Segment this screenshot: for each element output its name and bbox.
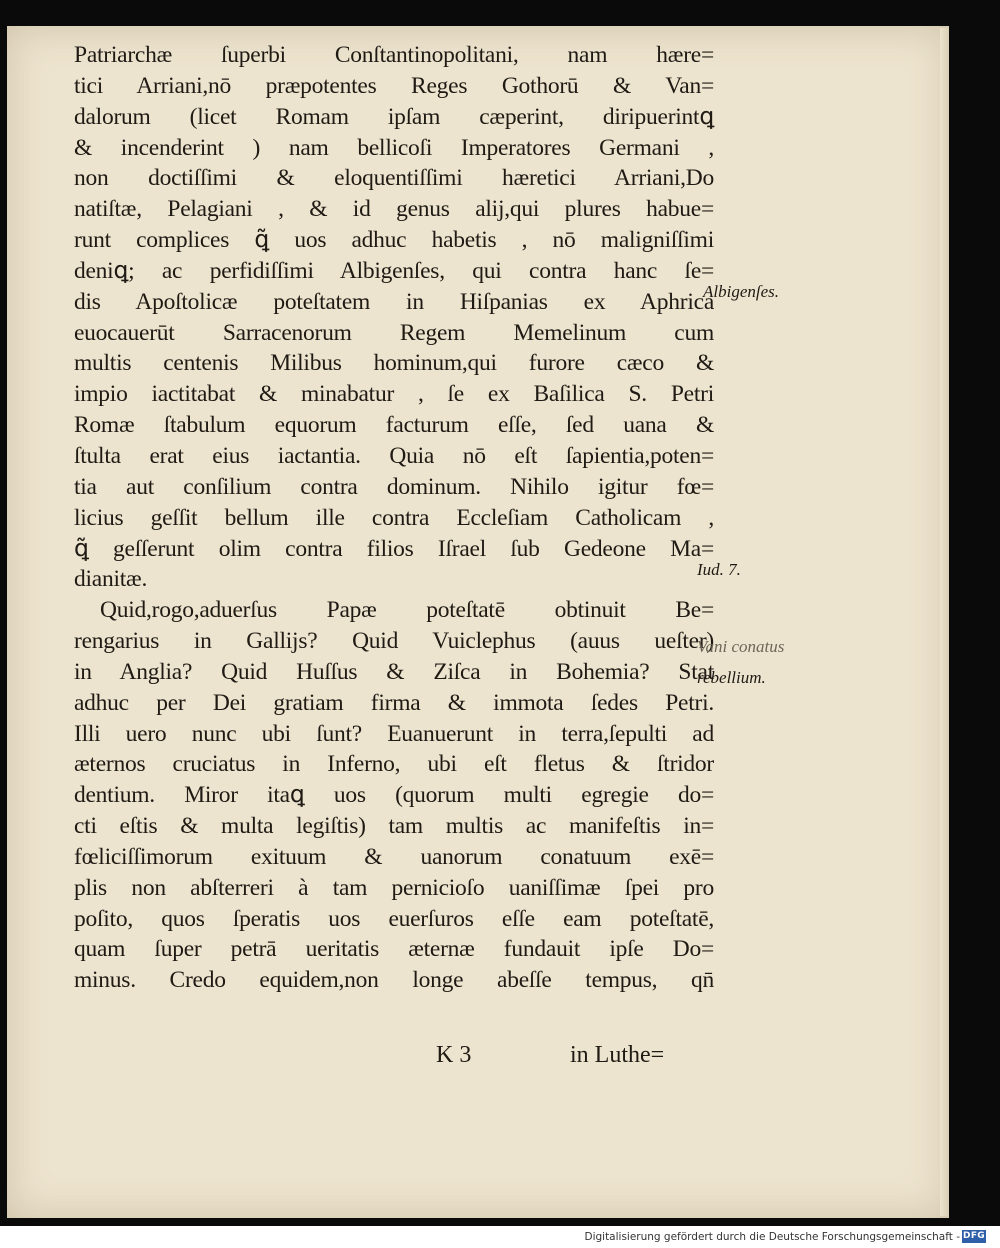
text-line: non doctiſſimi & eloquentiſſimi hæretici Arriani,Do [74, 165, 714, 192]
text-line: quam ſuper petrā ueritatis æternæ fundauit ipſe Do= [74, 936, 714, 963]
dfg-logo: DFG [963, 1231, 985, 1241]
text-line: fœliciſſimorum exituum & uanorum conatuum exē= [74, 843, 714, 870]
text-line: cti eſtis & multa legiſtis) tam multis ac manifeſtis in= [74, 813, 714, 840]
paragraph-start-line: Quid,rogo,aduerſus Papæ poteſtatē obtinuit Be= [100, 597, 714, 624]
dfg-credit-text: Digitalisierung gefördert durch die Deutsche Forschungsgemeinschaft - [584, 1231, 960, 1243]
text-line: minus. Credo equidem,non longe abeſſe tempus, qn̄ [74, 967, 714, 994]
text-line: dianitæ. [74, 566, 148, 593]
text-line: æternos cruciatus in Inferno, ubi eſt fletus & ſtridor [74, 751, 714, 778]
text-line: adhuc per Dei gratiam firma & immota ſedes Petri. [74, 689, 714, 716]
text-line: impio iactitabat & minabatur , ſe ex Baſilica S. Petri [74, 381, 714, 408]
text-line: ſtulta erat eius iactantia. Quia nō eſt ſapientia,poten= [74, 442, 714, 469]
catchword: in Luthe= [570, 1042, 665, 1068]
text-line: dalorum (licet Romam ipſam cæperint, diripuerintꝗ [74, 103, 714, 130]
text-line: Illi uero nunc ubi ſunt? Euanuerunt in terra,ſepulti ad [74, 720, 714, 747]
margin-note-vani-1: Vani conatus [697, 637, 785, 656]
text-line: dis Apoſtolicæ poteſtatem in Hiſpanias ex Aphrica [74, 288, 714, 315]
margin-note-iud: Iud. 7. [697, 560, 741, 579]
text-line: tici Arriani,nō præpotentes Reges Gothorū & Van= [74, 72, 714, 99]
page-edge [940, 28, 949, 1216]
text-line: runt complices ꝗ̃ uos adhuc habetis , nō maligniſſimi [74, 227, 714, 254]
text-line: & incenderint ) nam bellicoſi Imperatores Germani , [74, 134, 714, 161]
text-line: euocauerūt Sarracenorum Regem Memelinum cum [74, 319, 714, 346]
text-line: plis non abſterreri à tam pernicioſo uaniſſimæ ſpei pro [74, 874, 714, 901]
text-line: Patriarchæ ſuperbi Conſtantinopolitani, nam hære= [74, 42, 714, 68]
text-line: in Anglia? Quid Huſſus & Ziſca in Bohemia? Stat [74, 658, 714, 685]
text-line: Romæ ſtabulum equorum facturum eſſe, ſed uana & [74, 412, 714, 439]
text-line: licius geſſit bellum ille contra Eccleſiam Catholicam , [74, 504, 714, 531]
text-line: natiſtæ, Pelagiani , & id genus alij,qui plures habue= [74, 196, 714, 223]
text-line: poſito, quos ſperatis uos euerſuros eſſe eam poteſtatē, [74, 905, 714, 932]
text-line: tia aut conſilium contra dominum. Nihilo igitur fœ= [74, 473, 714, 500]
text-line: dentium. Miror itaꝗ uos (quorum multi egregie do= [74, 782, 714, 809]
body-text [74, 40, 714, 996]
text-line: rengarius in Gallijs? Quid Vuiclephus (auus ueſter) [74, 628, 714, 655]
text-line: multis centenis Milibus hominum,qui furore cæco & [74, 350, 714, 377]
text-line: deniꝗ; ac perfidiſſimi Albigenſes, qui contra hanc ſe= [74, 257, 714, 284]
margin-note-vani-2: rebellium. [697, 668, 766, 687]
text-line: ꝗ̃ geſſerunt olim contra filios Iſrael ſub Gedeone Ma= [74, 535, 714, 562]
margin-note-albigenses: Albigenſes. [703, 282, 780, 301]
signature-mark: K 3 [436, 1042, 472, 1068]
